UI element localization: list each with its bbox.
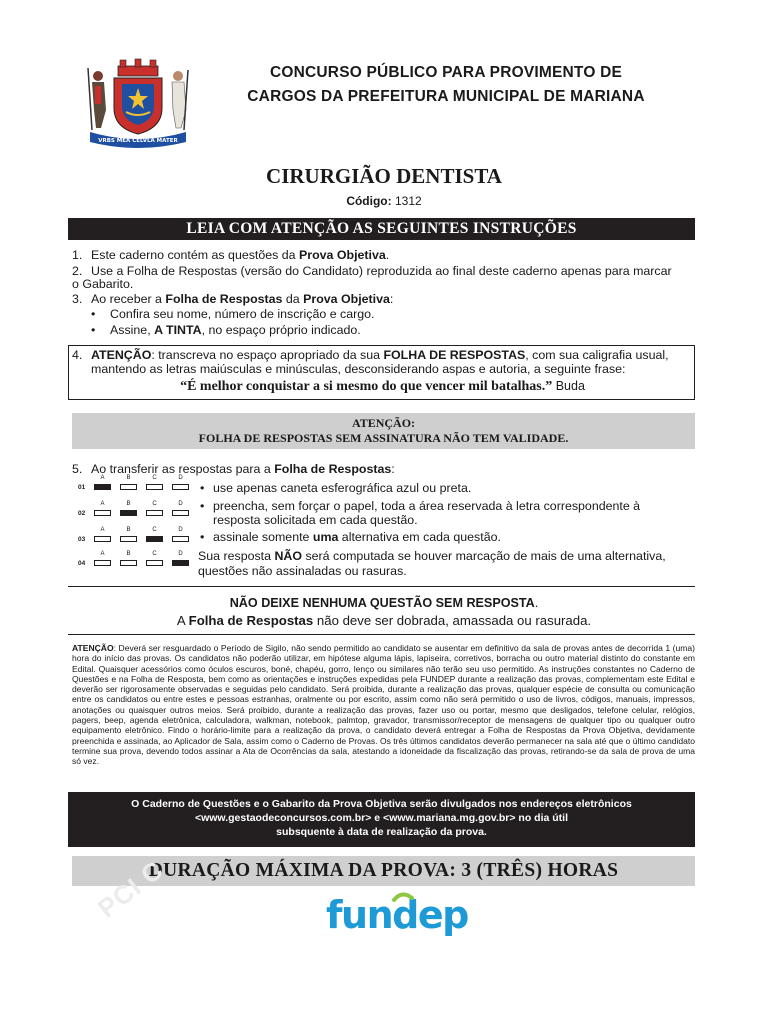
rule-4: Sua resposta NÃO será computada se houver marcação de mais de uma alternativa, <box>198 549 666 563</box>
instruction-4-cont: mantendo as letras maiúsculas e minúsculas, desconsiderando aspas e autoria, a seguinte frase: <box>91 362 626 376</box>
answer-bubble-filled <box>120 510 137 516</box>
option-letter: D <box>178 475 183 481</box>
option-letter: A <box>100 475 105 481</box>
header-line-2: CARGOS DA PREFEITURA MUNICIPAL DE MARIANA <box>247 88 645 105</box>
instruction-4-box <box>68 345 695 400</box>
option-letter: D <box>178 501 183 507</box>
exam-code: Código: 1312 <box>346 194 422 208</box>
no-fold-warning: A Folha de Respostas não deve ser dobrada, amassada ou rasurada. <box>176 613 592 628</box>
instruction-2: 2. Use a Folha de Respostas (versão do Candidato) reproduzida ao final deste caderno apenas para marcar <box>72 264 672 278</box>
option-letter: A <box>100 551 105 557</box>
answer-bubble <box>120 536 137 542</box>
coat-of-arms-logo <box>82 58 194 148</box>
right-figure <box>172 70 188 130</box>
answer-bubble <box>172 484 189 490</box>
question-number: 03 <box>78 536 86 543</box>
rule-2-cont: resposta solicitada em cada questão. <box>213 513 418 527</box>
answer-bubble <box>94 510 111 516</box>
header-line-1: CONCURSO PÚBLICO PARA PROVIMENTO DE <box>269 64 623 81</box>
option-letter: C <box>152 551 157 557</box>
option-letter: C <box>152 501 157 507</box>
option-letter: C <box>152 527 157 533</box>
exam-title: CIRURGIÃO DENTISTA <box>266 164 502 188</box>
fine-print: ATENÇÃO: Deverá ser resguardado o Período de Sigilo, não sendo permitido ao candidato se ausentar em definitivo da sala de provas antes de decorrida 1 (uma) hora do início das provas. Os candidatos não poderão utilizar, em hipótese alguma lápis, lapiseira, corretivos, borracha ou outro material distinto do constante em Edital. Quaisquer acessórios como óculos escuros, boné, chapéu, gorro, lenço ou similares não terão seu uso permitido. As instruções constantes no Caderno de Questões e na Folha de Resposta, bem como as orientações e instruções expedidas pela FUNDEP durante a realização das provas, complementam este Edital e deverão ser rigorosamente observadas e seguidas pelo candidato. Será proibida, durante a realização das provas, qualquer espécie de consulta ou comunicação entre os candidatos ou entre estes e pessoas estranhas, oralmente ou por escrito, assim como não será permitido o uso de livros, códigos, manuais, impressos, anotações ou quaisquer outros meios. Será proibido, durante a realização das provas, fazer uso ou portar, mesmo que desligados, telefone celular, relógios, pagers, beep, agenda eletrônica, calculadora, walkman, notebook, palmtop, gravador, transmissor/receptor de mensagens de qualquer tipo ou qualquer outro equipamento eletrônico. Findo o horário-limite para a realização da prova, o candidato deverá entregar a Folha de Respostas da Prova Objetiva, devidamente preenchida e assinada, ao Aplicador de Sala, assim como o Caderno de Provas. Os três últimos candidatos deverão permanecer na sala até que o último candidato termine sua prova, devendo todos assinar a Ata de Ocorrências da sala, atestando a idoneidade da fiscalização das provas, retirando-se da sala de prova de uma só vez. <box>72 643 695 767</box>
answer-example-row <box>78 476 198 494</box>
question-number: 02 <box>78 510 86 517</box>
publication-notice: O Caderno de Questões e o Gabarito da Prova Objetiva serão divulgados nos endereços eletrônicos <www.gestaodeconcursos.com.br> e <www.mariana.mg.gov.br> no dia útil subsquente à data de realização da prova. <box>68 792 695 847</box>
rule-4-cont: questões não assinaladas ou rasuras. <box>198 564 407 578</box>
option-letter: B <box>126 527 131 533</box>
option-letter: B <box>126 501 131 507</box>
instruction-3: 3. Ao receber a Folha de Respostas da Prova Objetiva: <box>72 292 394 306</box>
answer-bubble <box>172 510 189 516</box>
divider <box>68 634 695 635</box>
answer-example-row <box>78 552 198 570</box>
signature-warning: ATENÇÃO: FOLHA DE RESPOSTAS SEM ASSINATURA NÃO TEM VALIDADE. <box>72 413 695 449</box>
answer-bubble-filled <box>172 560 189 566</box>
option-letter: A <box>100 527 105 533</box>
left-figure <box>88 68 106 130</box>
answer-bubble <box>94 536 111 542</box>
instruction-1: 1. Este caderno contém as questões da Prova Objetiva. <box>72 248 390 262</box>
quote: “É melhor conquistar a si mesmo do que vencer mil batalhas.” Buda <box>180 379 585 394</box>
option-letter: D <box>178 551 183 557</box>
answer-bubble <box>120 484 137 490</box>
answer-bubble <box>120 560 137 566</box>
svg-text:fundep: fundep <box>326 893 468 937</box>
instruction-4: 4. ATENÇÃO: transcreva no espaço apropriado da sua FOLHA DE RESPOSTAS, com sua caligrafia usual, <box>72 348 669 362</box>
shield <box>114 78 162 134</box>
option-letter: C <box>152 475 157 481</box>
fundep-logo <box>320 888 468 948</box>
exam-duration: DURAÇÃO MÁXIMA DA PROVA: 3 (TRÊS) HORAS <box>72 856 695 886</box>
option-letter: B <box>126 551 131 557</box>
crown <box>118 59 158 76</box>
option-letter: D <box>178 527 183 533</box>
rule-3: • assinale somente uma alternativa em cada questão. <box>200 530 501 544</box>
no-blank-warning: NÃO DEIXE NENHUMA QUESTÃO SEM RESPOSTA. <box>229 596 539 610</box>
question-number: 01 <box>78 484 86 491</box>
answer-bubble <box>94 560 111 566</box>
answer-bubble-filled <box>94 484 111 490</box>
rule-2: • preencha, sem forçar o papel, toda a área reservada à letra correspondente à <box>200 499 641 513</box>
answer-bubble <box>172 536 189 542</box>
answer-bubble <box>146 510 163 516</box>
instruction-3-bullet-2: • Assine, A TINTA, no espaço próprio indicado. <box>91 323 361 337</box>
divider <box>68 586 695 587</box>
rule-1: • use apenas caneta esferográfica azul ou preta. <box>200 481 472 495</box>
option-letter: B <box>126 475 131 481</box>
instruction-3-bullet-1: • Confira seu nome, número de inscrição e cargo. <box>91 307 375 321</box>
svg-text:VRBS MEA CELVLA MATER: VRBS MEA CELVLA MATER <box>98 138 178 144</box>
instruction-5: 5. Ao transferir as respostas para a Folha de Respostas: <box>72 462 395 476</box>
answer-bubble <box>146 560 163 566</box>
answer-bubble <box>146 484 163 490</box>
answer-example-row <box>78 528 198 546</box>
question-number: 04 <box>78 560 86 567</box>
option-letter: A <box>100 501 105 507</box>
instructions-heading: LEIA COM ATENÇÃO AS SEGUINTES INSTRUÇÕES <box>68 218 695 240</box>
answer-bubble-filled <box>146 536 163 542</box>
instruction-2-cont: o Gabarito. <box>72 277 134 291</box>
answer-example-row <box>78 502 198 520</box>
watermark: PCI C <box>92 854 170 924</box>
